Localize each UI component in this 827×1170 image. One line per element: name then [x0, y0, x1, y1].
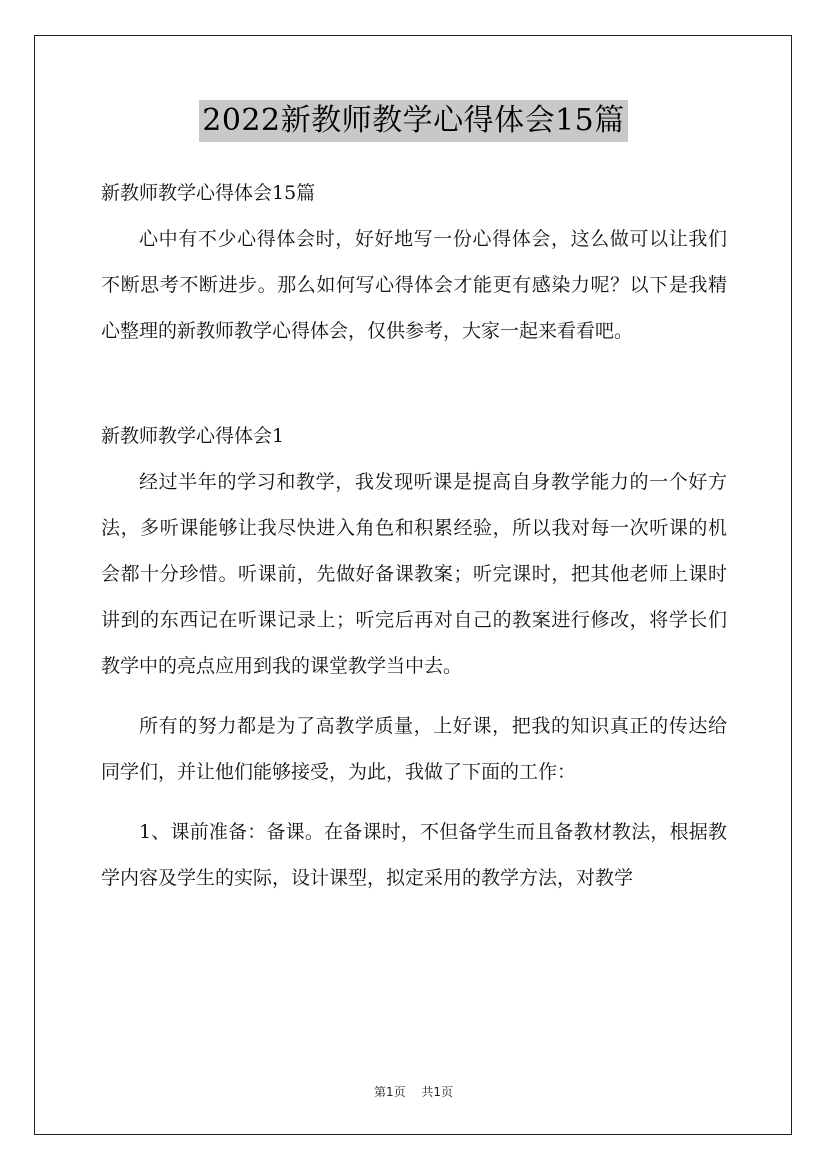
document-subtitle: 新教师教学心得体会15篇: [101, 182, 316, 204]
body-paragraph: 1、课前准备：备课。在备课时，不但备学生而且备教材教法，根据教学内容及学生的实际，设计课型，拟定采用的教学方法，对教学: [101, 821, 727, 889]
document-title: 2022新教师教学心得体会15篇: [199, 100, 628, 142]
page-number: 第1页: [373, 1085, 406, 1099]
page-total: 共1页: [421, 1085, 454, 1099]
section-heading: 新教师教学心得体会1: [101, 425, 285, 447]
intro-paragraph: 心中有不少心得体会时，好好地写一份心得体会，这么做可以让我们不断思考不断进步。那么如何写心得体会才能更有感染力呢？以下是我精心整理的新教师教学心得体会，仅供参考，大家一起来看看吧。: [101, 228, 727, 342]
body-paragraph: 经过半年的学习和教学，我发现听课是提高自身教学能力的一个好方法，多听课能够让我尽快进入角色和积累经验，所以我对每一次听课的机会都十分珍惜。听课前，先做好备课教案；听完课时，把其他老师上课时讲到的东西记在听课记录上；听完后再对自己的教案进行修改，将学长们教学中的亮点应用到我的课堂教学当中去。: [101, 471, 727, 677]
page-footer: [0, 1083, 827, 1100]
body-paragraph: 所有的努力都是为了高教学质量，上好课，把我的知识真正的传达给同学们，并让他们能够接受，为此，我做了下面的工作：: [101, 715, 727, 783]
document-body: [101, 170, 727, 901]
title-container: [0, 100, 827, 142]
